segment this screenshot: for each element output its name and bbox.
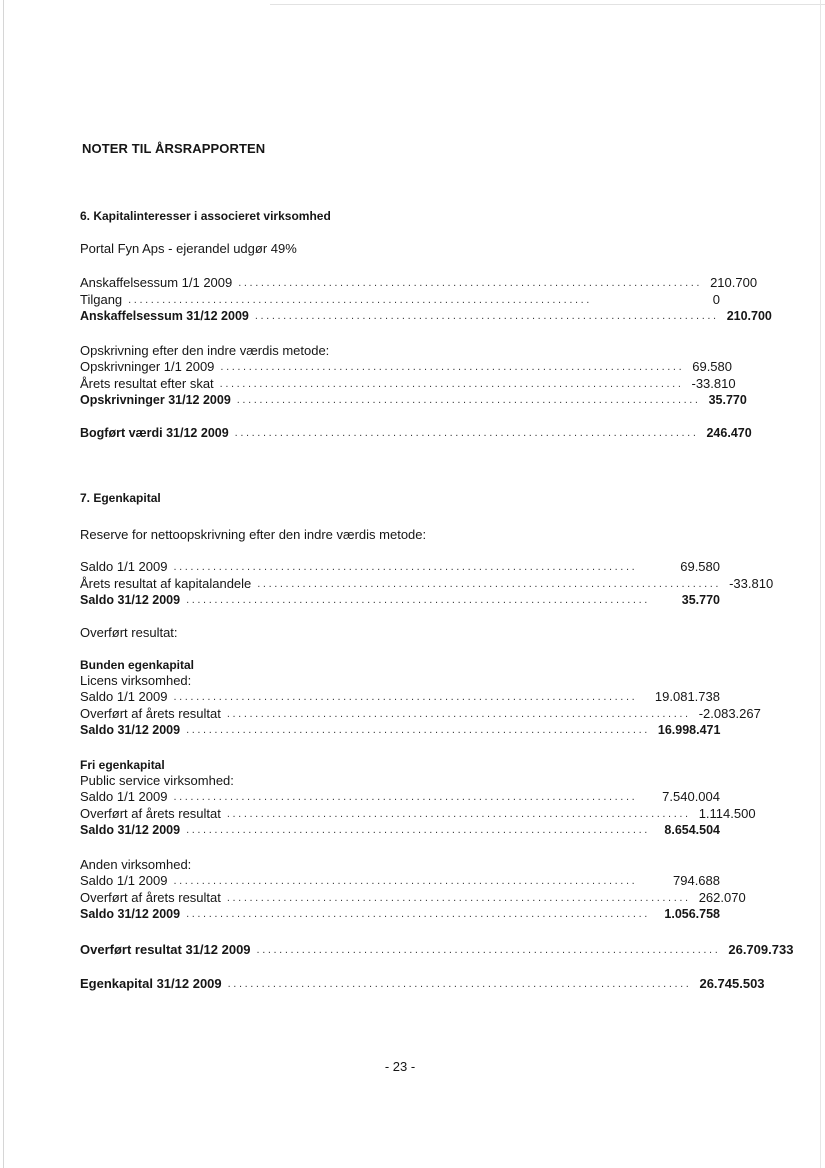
row-value: 19.081.738 bbox=[654, 689, 720, 704]
row-label: Tilgang bbox=[80, 291, 123, 307]
dot-leader: .................................................................................. bbox=[219, 377, 684, 390]
row-value: 794.688 bbox=[673, 873, 720, 888]
scan-edge bbox=[3, 0, 4, 1168]
transferred-title-block bbox=[80, 624, 720, 641]
row-label: Saldo 31/12 2009 bbox=[80, 907, 181, 921]
note-6-heading-block bbox=[80, 208, 720, 224]
row-value: 26.745.503 bbox=[699, 976, 765, 991]
row-label: Saldo 31/12 2009 bbox=[80, 823, 181, 837]
row-value: 210.700 bbox=[710, 275, 758, 290]
table-row-total bbox=[80, 906, 720, 923]
table-row bbox=[80, 705, 761, 723]
row-label: Overført af årets resultat bbox=[80, 705, 221, 721]
row-label: Saldo 1/1 2009 bbox=[80, 559, 168, 574]
table-row-total bbox=[80, 942, 794, 959]
row-value: -33.810 bbox=[691, 375, 736, 391]
row-value: -33.810 bbox=[729, 575, 774, 591]
scan-edge bbox=[820, 0, 821, 1168]
note-6-heading: 6. Kapitalinteresser i associeret virksomhed bbox=[80, 209, 331, 223]
dot-leader: .................................................................................. bbox=[186, 724, 650, 737]
row-value: 262.070 bbox=[698, 889, 746, 905]
revaluation-title: Opskrivning efter den indre værdis metode: bbox=[80, 343, 330, 358]
table-row bbox=[80, 575, 774, 593]
dot-leader: .................................................................................. bbox=[173, 791, 638, 804]
row-value: 35.770 bbox=[708, 393, 747, 407]
bound-equity-sub: Licens virksomhed: bbox=[80, 673, 192, 688]
other-activity-table bbox=[80, 857, 746, 923]
table-row bbox=[80, 559, 720, 576]
row-label: Saldo 31/12 2009 bbox=[80, 723, 181, 737]
table-row-total bbox=[80, 308, 772, 325]
free-equity-sub: Public service virksomhed: bbox=[80, 773, 234, 788]
dot-leader: .................................................................................. bbox=[238, 277, 703, 290]
scan-edge bbox=[270, 4, 825, 5]
dot-leader: .................................................................................. bbox=[257, 577, 722, 590]
table-row bbox=[80, 292, 720, 309]
table-row bbox=[80, 689, 720, 706]
row-label: Saldo 1/1 2009 bbox=[80, 873, 168, 888]
dot-leader: .................................................................................. bbox=[173, 561, 638, 574]
note-7-heading-block bbox=[80, 490, 720, 506]
table-row bbox=[80, 359, 732, 376]
free-equity-table bbox=[80, 757, 756, 839]
dot-leader: .................................................................................. bbox=[226, 891, 691, 904]
row-label: Opskrivninger 1/1 2009 bbox=[80, 359, 215, 374]
row-label: Bogført værdi 31/12 2009 bbox=[80, 426, 229, 440]
row-label: Saldo 31/12 2009 bbox=[80, 593, 181, 607]
row-value: 1.056.758 bbox=[664, 907, 720, 921]
other-activity-sub: Anden virksomhed: bbox=[80, 857, 192, 872]
bound-equity-table bbox=[80, 657, 761, 739]
acquisition-table bbox=[80, 275, 772, 325]
dot-leader: .................................................................................. bbox=[236, 394, 701, 407]
row-label: Egenkapital 31/12 2009 bbox=[80, 976, 222, 991]
row-value: 69.580 bbox=[692, 359, 732, 374]
revaluation-table bbox=[80, 342, 747, 409]
row-label: Opskrivninger 31/12 2009 bbox=[80, 393, 231, 407]
table-row bbox=[80, 889, 746, 907]
book-value-block bbox=[80, 425, 752, 442]
table-row-total bbox=[80, 722, 720, 739]
reserve-title-block bbox=[80, 526, 720, 543]
dot-leader: .................................................................................. bbox=[173, 875, 638, 888]
note-6-subtitle-block bbox=[80, 240, 720, 257]
table-row bbox=[80, 275, 758, 292]
row-label: Saldo 1/1 2009 bbox=[80, 789, 168, 804]
row-label: Årets resultat efter skat bbox=[80, 375, 214, 391]
row-value: 35.770 bbox=[681, 593, 720, 607]
row-label: Anskaffelsessum 1/1 2009 bbox=[80, 275, 233, 290]
row-value: 7.540.004 bbox=[662, 789, 720, 804]
dot-leader: .................................................................................. bbox=[128, 293, 592, 306]
table-row bbox=[80, 805, 756, 823]
row-label: Anskaffelsessum 31/12 2009 bbox=[80, 309, 249, 323]
note-6-subtitle: Portal Fyn Aps - ejerandel udgør 49% bbox=[80, 241, 297, 256]
dot-leader: .................................................................................. bbox=[173, 691, 638, 704]
row-label: Overført resultat 31/12 2009 bbox=[80, 942, 251, 957]
table-row-total bbox=[80, 592, 720, 609]
table-row-total bbox=[80, 976, 765, 993]
dot-leader: .................................................................................. bbox=[186, 594, 650, 607]
row-value: 8.654.504 bbox=[664, 823, 720, 837]
row-value: -2.083.267 bbox=[698, 705, 761, 721]
table-row bbox=[80, 789, 720, 806]
row-value: 69.580 bbox=[680, 559, 720, 574]
row-value: 1.114.500 bbox=[698, 805, 756, 821]
dot-leader: .................................................................................. bbox=[220, 361, 685, 374]
dot-leader: .................................................................................. bbox=[226, 707, 691, 720]
page-number: - 23 - bbox=[384, 1059, 416, 1074]
row-value: 26.709.733 bbox=[728, 942, 794, 957]
row-label: Overført af årets resultat bbox=[80, 805, 221, 821]
dot-leader: .................................................................................. bbox=[256, 944, 721, 957]
page-title: NOTER TIL ÅRSRAPPORTEN bbox=[82, 141, 266, 156]
free-equity-heading: Fri egenkapital bbox=[80, 758, 165, 772]
row-label: Saldo 1/1 2009 bbox=[80, 689, 168, 704]
note-7-heading: 7. Egenkapital bbox=[80, 491, 161, 505]
row-label: Overført af årets resultat bbox=[80, 889, 221, 905]
reserve-title: Reserve for nettoopskrivning efter den indre værdis metode: bbox=[80, 527, 427, 542]
dot-leader: .................................................................................. bbox=[254, 310, 719, 323]
dot-leader: .................................................................................. bbox=[227, 978, 692, 991]
dot-leader: .................................................................................. bbox=[186, 824, 650, 837]
table-row-total bbox=[80, 392, 747, 409]
table-row-total bbox=[80, 822, 720, 839]
table-row bbox=[80, 375, 736, 393]
dot-leader: .................................................................................. bbox=[226, 807, 691, 820]
dot-leader: .................................................................................. bbox=[186, 908, 650, 921]
row-label: Årets resultat af kapitalandele bbox=[80, 575, 252, 591]
dot-leader: .................................................................................. bbox=[234, 427, 699, 440]
row-value: 0 bbox=[712, 291, 720, 307]
table-row-total bbox=[80, 425, 752, 442]
table-row bbox=[80, 873, 720, 890]
transferred-title: Overført resultat: bbox=[80, 625, 178, 640]
row-value: 246.470 bbox=[706, 426, 752, 440]
row-value: 210.700 bbox=[726, 309, 772, 323]
transferred-total-block bbox=[80, 942, 794, 959]
row-value: 16.998.471 bbox=[657, 723, 721, 737]
equity-total-block bbox=[80, 976, 765, 993]
reserve-table bbox=[80, 559, 774, 609]
bound-equity-heading: Bunden egenkapital bbox=[80, 658, 195, 672]
